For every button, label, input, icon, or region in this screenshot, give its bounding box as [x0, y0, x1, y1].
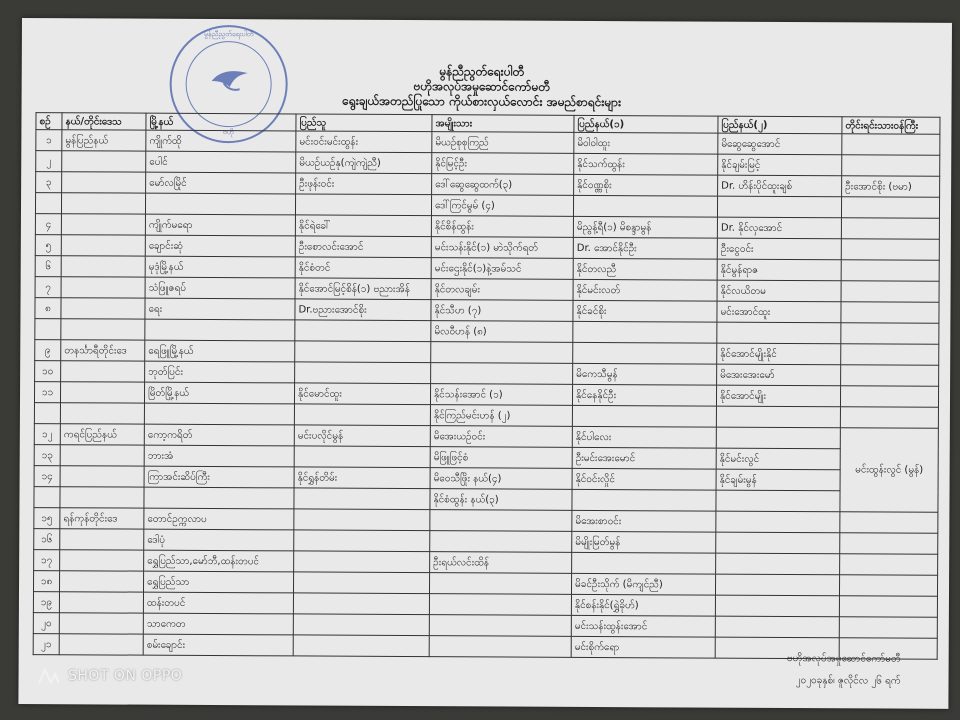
table-cell — [717, 196, 841, 218]
column-header: မြို့နယ် — [146, 113, 296, 131]
signature-committee: ဗဟိုအလုပ်အမှုဆောင်ကော်မတီ — [786, 653, 901, 665]
table-cell — [34, 403, 60, 424]
column-header: ပြည်နယ်(၁) — [574, 115, 718, 133]
table-cell — [61, 277, 145, 298]
table-cell: ဦးငွေဝင်း — [717, 238, 841, 260]
table-cell — [293, 614, 429, 636]
document-page — [18, 18, 952, 709]
table-cell: မင်းဌေးနိုင်(၁)နဲ့အမ်သင် — [431, 258, 573, 280]
watermark-text: SHOT ON OPPO — [68, 668, 183, 684]
column-header: စဉ် — [36, 113, 62, 130]
table-cell: နိုင်မောင်ထူး — [294, 383, 430, 405]
heading-line-committee: ဗဟိုအလုပ်အမှုဆောင်ကော်မတီ — [413, 79, 550, 94]
table-cell: မင်းသန်းထွန်းအောင် — [571, 615, 715, 637]
table-cell: နိုင်သက်ထွန်း — [574, 153, 718, 175]
table-cell: ကော့ကရိတ် — [144, 424, 294, 446]
table-cell: သာကေတ — [143, 613, 293, 635]
table-cell — [429, 573, 571, 595]
table-cell — [60, 529, 144, 550]
table-cell — [61, 214, 145, 235]
table-cell — [717, 322, 841, 344]
column-header: ပြည်နယ်(၂) — [718, 116, 842, 134]
table-cell: ၁၉ — [33, 592, 59, 613]
table-cell — [294, 509, 430, 531]
table-cell — [572, 489, 716, 511]
table-cell — [34, 487, 60, 508]
bird-emblem-icon — [210, 65, 250, 95]
table-cell — [841, 260, 939, 282]
table-cell — [572, 552, 716, 574]
table-cell — [839, 575, 937, 597]
table-cell — [60, 487, 144, 508]
table-cell — [61, 298, 145, 319]
table-cell: စမ်းချောင်း — [143, 634, 293, 656]
table-cell — [841, 239, 939, 261]
table-cell — [841, 281, 939, 303]
table-cell: ၇ — [35, 277, 61, 298]
table-cell: နိုင်အောင်မျိုး — [716, 385, 840, 407]
table-cell: ၁၅ — [34, 508, 60, 529]
table-cell: မိညွန့်ရီ(၁) မိစန္ဒာမွန် — [573, 216, 717, 238]
table-cell: မင်းစိုက်ရော — [571, 636, 715, 658]
table-cell — [840, 554, 938, 576]
table-cell — [293, 572, 429, 594]
table-cell — [841, 218, 939, 240]
seal-bottom-text: ဗဟို — [222, 128, 234, 137]
table-cell — [61, 361, 145, 382]
table-cell — [841, 197, 939, 219]
table-cell — [842, 155, 940, 177]
table-cell — [35, 193, 61, 214]
table-cell: ၉ — [35, 340, 61, 361]
table-cell — [715, 616, 839, 638]
table-cell — [716, 406, 840, 428]
table-cell: ဘုတ်ပြင်း — [145, 361, 295, 383]
table-cell: ဦးအောင်စိုး (ဗမာ) — [842, 176, 940, 198]
table-cell: ၂၀ — [33, 613, 59, 634]
table-cell — [295, 320, 431, 342]
table-cell: မိကေသီမွန် — [573, 363, 717, 385]
table-cell: ၁၀ — [35, 361, 61, 382]
table-cell — [62, 151, 146, 172]
table-cell: မိအေးယဉ်ဝင်း — [430, 426, 572, 448]
table-cell: ၄ — [35, 214, 61, 235]
table-cell — [60, 382, 144, 403]
signature-date: ၂၀၂၀ခုနှစ်၊ ဇူလိုင်လ ၂၆ ရက် — [795, 675, 901, 687]
table-cell: နိုင်လယိတမ — [717, 280, 841, 302]
table-cell: နိုင်ပါလေး — [572, 426, 716, 448]
table-cell: နိုင်မင်းလတ် — [573, 279, 717, 301]
document-heading — [272, 63, 692, 110]
table-cell — [59, 592, 143, 613]
table-cell — [573, 195, 717, 217]
table-cell — [715, 595, 839, 617]
table-cell — [144, 487, 294, 509]
table-cell: ထန်းတပင် — [143, 592, 293, 614]
table-cell: ဒေါပုံ — [144, 529, 294, 551]
candidate-table — [33, 112, 941, 660]
table-cell: မော်လမြိုင် — [146, 172, 296, 194]
table-cell: ကျိုက်ထို — [146, 130, 296, 152]
table-cell: နိုင်မင်းလွင် — [716, 448, 840, 470]
table-cell — [294, 404, 430, 426]
table-cell — [60, 550, 144, 571]
table-cell: နိုင်ချမ်းမြင့် — [718, 154, 842, 176]
table-cell: ၈ — [35, 298, 61, 319]
table-cell: မိခင်ဦးသိုက် (မိကျင်ညီ) — [571, 573, 715, 595]
table-cell: နိုင်သီဟ (၇) — [431, 300, 573, 322]
table-cell — [840, 512, 938, 534]
table-cell: ချောင်းဆုံ — [145, 235, 295, 257]
table-cell: ကရင်ပြည်နယ် — [60, 424, 144, 445]
table-cell — [841, 323, 939, 345]
table-cell — [842, 134, 940, 156]
table-cell — [839, 596, 937, 618]
table-cell — [294, 446, 430, 468]
table-cell: ၂၁ — [33, 634, 59, 655]
table-cell: နိုင်စံတင် — [295, 257, 431, 279]
table-cell: ရေဖြူမြို့နယ် — [145, 340, 295, 362]
table-cell — [61, 235, 145, 256]
merged-minister-cell: မင်းထွန်းလွင် (မွန်) — [840, 428, 938, 513]
table-cell: တောင်ဥက္ကလာပ — [144, 508, 294, 530]
table-cell: နိုင်မြင့်ဦး — [432, 153, 574, 175]
table-cell: နိုင်အောင်မျိုးနိုင် — [717, 343, 841, 365]
table-cell: မိဝေသီဖြိုး နယ်(၄) — [430, 468, 572, 490]
table-cell: နိုင်ခင်စိုး — [573, 300, 717, 322]
table-cell: မိဝါဝါထူး — [574, 132, 718, 154]
table-cell: မိလဝီဟန် (၈) — [431, 321, 573, 343]
table-cell: ဒေါ်ဆွေဆွေထက်(၃) — [432, 174, 574, 196]
table-cell — [429, 615, 571, 637]
table-cell — [429, 636, 571, 658]
table-cell — [61, 319, 145, 340]
table-cell — [295, 362, 431, 384]
table-cell: ဦးရယ်လင်းထိန် — [430, 552, 572, 574]
table-cell: မိအေးအေးမော် — [717, 364, 841, 386]
table-cell — [572, 405, 716, 427]
table-cell — [840, 533, 938, 555]
table-cell: ၃ — [36, 172, 62, 193]
table-cell — [294, 530, 430, 552]
table-cell: မုဒုံမြို့နယ် — [145, 256, 295, 278]
table-cell: ရွှေပြည်သာ — [143, 571, 293, 593]
column-header: အမျိုးသား — [432, 115, 574, 133]
table-cell — [716, 490, 840, 512]
table-cell — [145, 193, 295, 215]
table-cell — [430, 531, 572, 553]
table-cell — [59, 613, 143, 634]
table-cell — [716, 553, 840, 575]
table-cell — [61, 256, 145, 277]
table-cell: မိမျိုးမြတ်မွန် — [572, 531, 716, 553]
table-cell — [841, 365, 939, 387]
table-cell: နိုင်ကြည်မင်းဟန် (၂) — [430, 405, 572, 427]
table-cell: နိုင်သန်းအောင် (၁) — [430, 384, 572, 406]
table-cell: Dr. ဟိန်းပိုင်ထူးချစ် — [718, 175, 842, 197]
table-cell: ဦးဖုန်းဝင်း — [296, 173, 432, 195]
table-cell — [294, 488, 430, 510]
table-cell — [716, 511, 840, 533]
table-cell — [573, 342, 717, 364]
table-cell: ဘားအံ — [144, 445, 294, 467]
table-cell — [715, 574, 839, 596]
heading-line-party: မွန်ညီညွတ်ရေးပါတီ — [439, 64, 525, 79]
table-cell — [716, 427, 840, 449]
table-cell: မွန်ပြည်နယ် — [62, 130, 146, 151]
table-cell: မင်းဝင်းမင်းထွန်း — [296, 131, 432, 153]
table-cell — [431, 363, 573, 385]
table-cell: နိုင်မွန်ရာဇ — [717, 259, 841, 281]
table-cell: နိုင်နေနိုင်ဦး — [572, 384, 716, 406]
table-cell — [839, 617, 937, 639]
table-cell — [145, 319, 295, 341]
table-cell: နိုင်ရွှန်တိမ်း — [294, 467, 430, 489]
table-cell — [295, 341, 431, 363]
table-cell: ဒေါ်ကြင်မွမ် (၄) — [431, 195, 573, 217]
table-cell: မိအေးစာဝင်း — [572, 510, 716, 532]
table-cell: နိုင်တလချမ်း — [431, 279, 573, 301]
table-cell: နိုင်အောင်မြင့်စိန်(၁) ဗညားအိန် — [295, 278, 431, 300]
table-cell: ၁၂ — [34, 424, 60, 445]
table-cell: ၁ — [36, 130, 62, 151]
table-cell: Dr. နိုင်လှအောင် — [717, 217, 841, 239]
table-cell — [60, 403, 144, 424]
column-header: ပြည်သူ — [296, 114, 432, 132]
table-cell: ဦးစောလင်းအောင် — [295, 236, 431, 258]
table-cell: ရေး — [145, 298, 295, 320]
table-cell: Dr. အောင်နိုင်ဦး — [573, 237, 717, 259]
table-cell — [295, 194, 431, 216]
table-cell — [841, 344, 939, 366]
table-cell — [61, 193, 145, 214]
column-header: တိုင်းရင်းသားဝန်ကြီး — [842, 117, 940, 135]
table-cell: မြိတ်မြို့နယ် — [144, 382, 294, 404]
table-cell: မိဖြူဖြင့်စံ — [430, 447, 572, 469]
table-cell: Dr.ဗညားအောင်စိုး — [295, 299, 431, 321]
table-cell: ကြာအင်းဆိပ်ကြီး — [144, 466, 294, 488]
table-cell: တနင်္သာရီတိုင်းဒေ — [61, 340, 145, 361]
table-cell: မိယဉ်စုစုကြည် — [432, 132, 574, 154]
table-cell — [35, 319, 61, 340]
table-cell: နိုင်ဝင်းလှိုင် — [572, 468, 716, 490]
table-cell: မင်းအောင်ထူး — [717, 301, 841, 323]
table-cell: နိုင်တလညီ — [573, 258, 717, 280]
table-body — [33, 130, 940, 660]
table-cell: ရန်ကုန်တိုင်းဒေ — [60, 508, 144, 529]
signature-block — [787, 648, 901, 693]
table-cell: နိုင်စိန်ထွန်း — [431, 216, 573, 238]
table-cell — [716, 532, 840, 554]
heading-line-list-title: ရွေးချယ်အတည်ပြုသော ကိုယ်စားလှယ်လောင်း အမည်စာရင်းများ — [342, 93, 622, 110]
table-cell: ပေါင် — [146, 151, 296, 173]
table-cell: ၁၃ — [34, 445, 60, 466]
table-cell — [840, 386, 938, 408]
table-cell — [430, 510, 572, 532]
table-cell: မင်းပလိုင်မွန် — [294, 425, 430, 447]
table-cell — [294, 551, 430, 573]
table-cell: ၁၇ — [34, 550, 60, 571]
table-cell — [293, 593, 429, 615]
table-cell — [59, 634, 143, 655]
table-cell: နိုင်စံထွန်း နယ်(၃) — [430, 489, 572, 511]
table-cell: နိုင်ရဲခေါ် — [295, 215, 431, 237]
table-cell — [841, 302, 939, 324]
table-cell — [429, 594, 571, 616]
table-cell: ၂ — [36, 151, 62, 172]
table-cell: ဦးမင်းအေးမောင် — [572, 447, 716, 469]
table-cell: ၁၄ — [34, 466, 60, 487]
table-cell — [59, 571, 143, 592]
table-cell: မိဆွေဆွေအောင် — [718, 133, 842, 155]
table-cell: နိုင်ဝဏ္ဏစိုး — [574, 174, 718, 196]
table-cell: မိယဉ်ယဉ်နု(ကျဲကျဲညီ) — [296, 152, 432, 174]
column-header: နယ်/တိုင်းဒေသ — [62, 113, 146, 130]
camera-watermark — [38, 668, 182, 684]
table-cell — [840, 407, 938, 429]
table-cell — [60, 445, 144, 466]
table-cell: ၁၆ — [34, 529, 60, 550]
seal-top-text: မွန်ညီညွတ်ရေးပါတီ — [204, 29, 254, 39]
table-cell: ရွှေပြည်သာ,မော်ဘီ,ထန်းတပင် — [144, 550, 294, 572]
table-cell — [60, 466, 144, 487]
table-cell: နိုင်စန်းနိုင်(ရွှဲခိုဟ်) — [571, 594, 715, 616]
table-cell: မင်းသန်းနိုင်(၁) မာဲသိုက်ရတ် — [431, 237, 573, 259]
table-cell — [293, 635, 429, 657]
table-cell — [62, 172, 146, 193]
table-cell: ၁၁ — [34, 382, 60, 403]
table-cell — [573, 321, 717, 343]
ai-logo-icon — [38, 668, 60, 684]
table-cell — [144, 403, 294, 425]
table-cell — [431, 342, 573, 364]
table-cell: ၁၈ — [33, 571, 59, 592]
table-cell: ၆ — [35, 256, 61, 277]
table-cell: ကျိုက်မရော — [145, 214, 295, 236]
table-cell: သံဖြူဇရပ် — [145, 277, 295, 299]
table-cell: နိုင်ချမ်းမွန် — [716, 469, 840, 491]
table-cell: ၅ — [35, 235, 61, 256]
